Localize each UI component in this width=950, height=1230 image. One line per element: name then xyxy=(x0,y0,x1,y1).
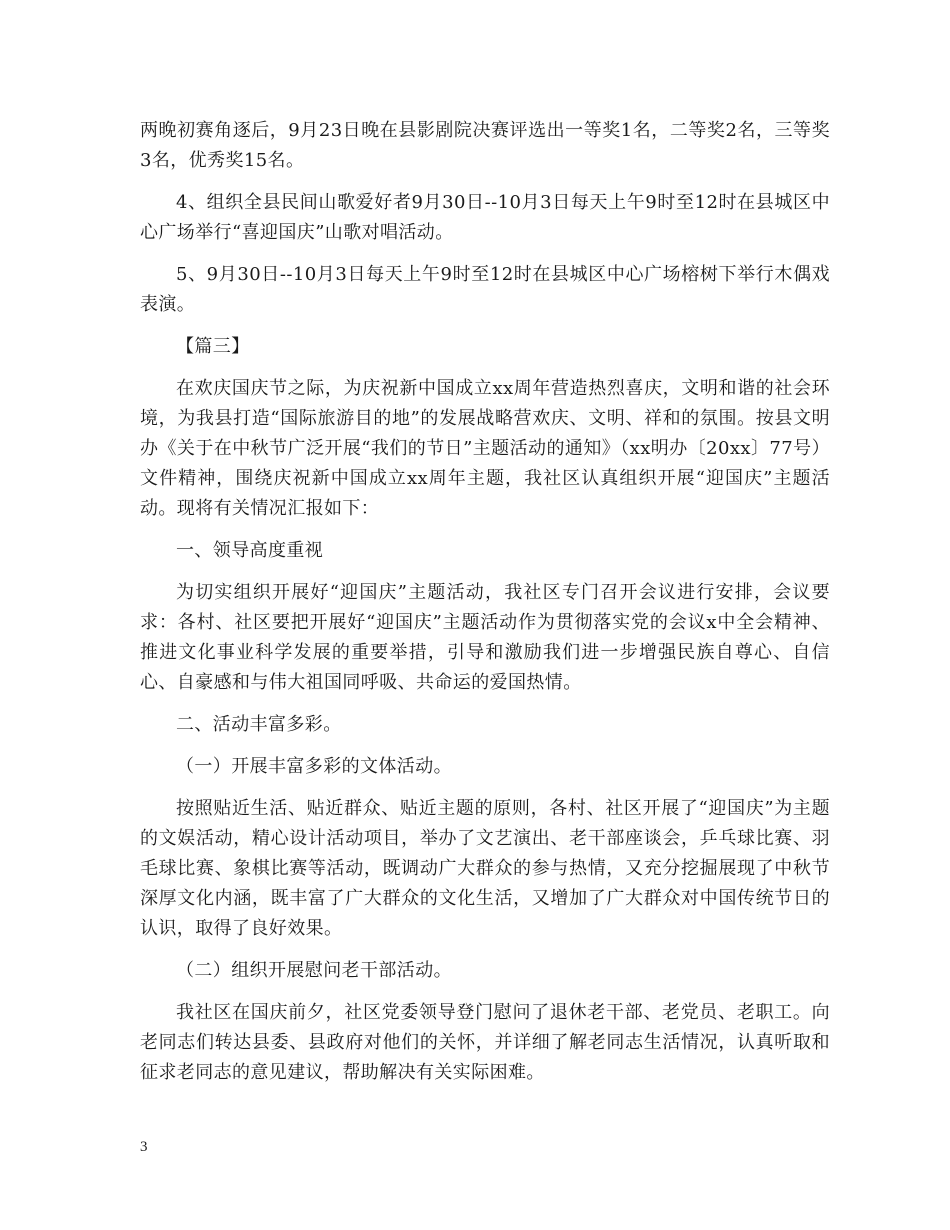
page-number: 3 xyxy=(140,1139,148,1155)
section-heading: 【篇三】 xyxy=(176,336,250,357)
paragraph-cultural-sports: 按照贴近生活、贴近群众、贴近主题的原则，各村、社区开展了“迎国庆”为主题的文娱活动，精心设计活动项目，举办了文艺演出、老干部座谈会，乒乓球比赛、羽毛球比赛、象棋比赛等活动，既调动广大群众的参与热情，又充分挖掘展现了中秋节深厚文化内涵，既丰富了广大群众的文化生活，又增加了广大群众对中国传统节日的认识，取得了良好效果。 xyxy=(140,798,830,939)
subheading-cultural-sports: （一）开展丰富多彩的文体活动。 xyxy=(176,756,452,777)
paragraph-2: 4、组织全县民间山歌爱好者9月30日--10月3日每天上午9时至12时在县城区中心广场举行“喜迎国庆”山歌对唱活动。 xyxy=(140,192,830,243)
subheading-activities: 二、活动丰富多彩。 xyxy=(176,714,342,735)
paragraph-leadership: 为切实组织开展好“迎国庆”主题活动，我社区专门召开会议进行安排，会议要求：各村、社区要把开展好“迎国庆”主题活动作为贯彻落实党的会议x中全会精神、推进文化事业科学发展的重要举措，引导和激励我们进一步增强民族自尊心、自信心、自豪感和与伟大祖国同呼吸、共命运的爱国热情。 xyxy=(140,582,830,693)
document-body xyxy=(140,116,830,1088)
paragraph-3: 5、9月30日--10月3日每天上午9时至12时在县城区中心广场榕树下举行木偶戏表演。 xyxy=(140,264,830,315)
paragraph-1: 两晚初赛角逐后，9月23日晚在县影剧院决赛评选出一等奖1名，二等奖2名，三等奖3名，优秀奖15名。 xyxy=(140,120,830,171)
paragraph-intro: 在欢庆国庆节之际，为庆祝新中国成立xx周年营造热烈喜庆，文明和谐的社会环境，为我县打造“国际旅游目的地”的发展战略营欢庆、文明、祥和的氛围。按县文明办《关于在中秋节广泛开展“我们的节日”主题活动的通知》（xx明办〔20xx〕77号）文件精神，围绕庆祝新中国成立xx周年主题，我社区认真组织开展“迎国庆”主题活动。现将有关情况汇报如下： xyxy=(140,378,830,519)
paragraph-visits: 我社区在国庆前夕，社区党委领导登门慰问了退休老干部、老党员、老职工。向老同志们转达县委、县政府对他们的关怀，并详细了解老同志生活情况，认真听取和征求老同志的意见建议，帮助解决有关实际困难。 xyxy=(140,1002,830,1083)
subheading-visits: （二）组织开展慰问老干部活动。 xyxy=(176,960,452,981)
subheading-leadership: 一、领导高度重视 xyxy=(176,540,324,561)
